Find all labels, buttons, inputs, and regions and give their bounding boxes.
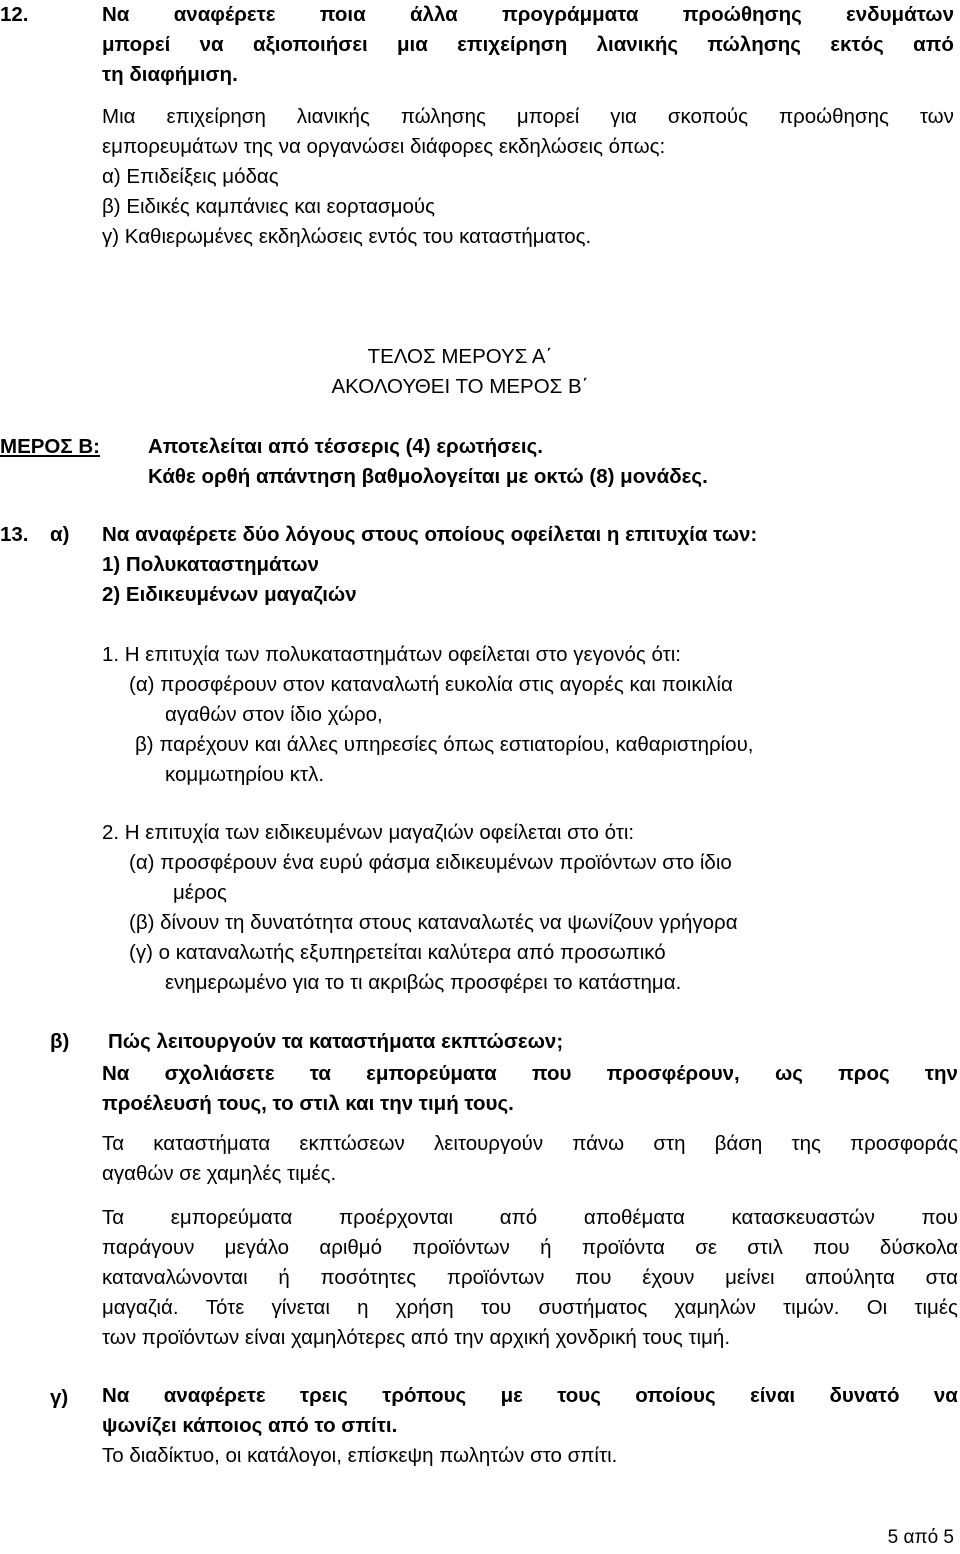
q13a-question-line-1: Να αναφέρετε δύο λόγους στους οποίους οφείλεται η επιτυχία των:	[102, 523, 758, 546]
q13b-label: β)	[50, 1030, 70, 1053]
q13a-label: α)	[50, 523, 70, 546]
part-b-instructions-line-1: Αποτελείται από τέσσερις (4) ερωτήσεις.	[148, 435, 543, 458]
q13a-answer2-line-5: (γ) ο καταναλωτής εξυπηρετείται καλύτερα από προσωπικό	[129, 941, 666, 964]
q13-number: 13.	[0, 523, 29, 546]
q12-answer-item-a: α) Επιδείξεις μόδας	[102, 165, 279, 188]
q13c-question-line-1: Να αναφέρετε τρεις τρόπους με τους οποίους είναι δυνατό να	[102, 1384, 958, 1407]
q12-answer-item-c: γ) Καθιερωμένες εκδηλώσεις εντός του καταστήματος.	[102, 225, 592, 248]
q13c-answer: Το διαδίκτυο, οι κατάλογοι, επίσκεψη πωλητών στο σπίτι.	[102, 1444, 618, 1467]
q13a-answer2-line-3: μέρος	[173, 881, 227, 904]
q13a-answer2-line-4: (β) δίνουν τη δυνατότητα στους καταναλωτές να ψωνίζουν γρήγορα	[129, 911, 738, 934]
q13b-answer2-line-4: μαγαζιά. Τότε γίνεται η χρήση του συστήματος χαμηλών τιμών. Οι τιμές	[102, 1296, 958, 1319]
q12-number: 12.	[0, 3, 29, 26]
q13a-answer2-line-6: ενημερωμένο για το τι ακριβώς προσφέρει το κατάστημα.	[165, 971, 682, 994]
page-number: 5 από 5	[887, 1527, 954, 1548]
q13a-answer1-line-3: αγαθών στον ίδιο χώρο,	[165, 703, 383, 726]
q13b-answer2-line-3: καταναλώνονται ή ποσότητες προϊόντων που έχουν μείνει απούλητα στα	[102, 1266, 958, 1289]
q13c-label: γ)	[50, 1386, 69, 1409]
q13b-answer1-line-1: Τα καταστήματα εκπτώσεων λειτουργούν πάνω στη βάση της προσφοράς	[102, 1132, 958, 1155]
q13b-answer2-line-2: παράγουν μεγάλο αριθμό προϊόντων ή προϊόντα σε στιλ που δύσκολα	[102, 1236, 958, 1259]
q13a-answer1-line-1: 1. Η επιτυχία των πολυκαταστημάτων οφείλεται στο γεγονός ότι:	[102, 643, 681, 666]
q13b-answer2-line-5: των προϊόντων είναι χαμηλότερες από την αρχική χονδρική τους τιμή.	[102, 1326, 731, 1349]
part-b-label: ΜΕΡΟΣ Β:	[0, 435, 100, 458]
q13a-answer1-line-5: κομμωτηρίου κτλ.	[165, 763, 325, 786]
q13a-question-item-1: 1) Πολυκαταστημάτων	[102, 553, 319, 576]
part-b-instructions-line-2: Κάθε ορθή απάντηση βαθμολογείται με οκτώ (8) μονάδες.	[148, 465, 708, 488]
q13b-answer2-line-1: Τα εμπορεύματα προέρχονται από αποθέματα κατασκευαστών που	[102, 1206, 958, 1229]
q12-answer-line-1: Μια επιχείρηση λιανικής πώλησης μπορεί για σκοπούς προώθησης των	[102, 105, 954, 128]
q12-question-line-2: μπορεί να αξιοποιήσει μια επιχείρηση λιανικής πώλησης εκτός από	[102, 33, 954, 56]
q13a-answer1-line-2: (α) προσφέρουν στον καταναλωτή ευκολία στις αγορές και ποικιλία	[129, 673, 733, 696]
q13a-answer2-line-2: (α) προσφέρουν ένα ευρύ φάσμα ειδικευμένων προϊόντων στο ίδιο	[129, 851, 732, 874]
next-part-b-notice: ΑΚΟΛΟΥΘΕΙ ΤΟ ΜΕΡΟΣ Β΄	[331, 375, 589, 398]
q13a-question-item-2: 2) Ειδικευμένων μαγαζιών	[102, 583, 357, 606]
q12-question-line-1: Να αναφέρετε ποια άλλα προγράμματα προώθησης ενδυμάτων	[102, 3, 954, 26]
q12-answer-line-2: εμπορευμάτων της να οργανώσει διάφορες εκδηλώσεις όπως:	[102, 135, 666, 158]
q13b-question-line-3: προέλευσή τους, το στιλ και την τιμή τους.	[102, 1092, 514, 1115]
q13b-answer1-line-2: αγαθών σε χαμηλές τιμές.	[102, 1162, 337, 1185]
q13a-answer1-line-4: β) παρέχουν και άλλες υπηρεσίες όπως εστιατορίου, καθαριστηρίου,	[135, 733, 754, 756]
q13b-question-line-2: Να σχολιάσετε τα εμπορεύματα που προσφέρουν, ως προς την	[102, 1062, 958, 1085]
end-part-a-title: ΤΕΛΟΣ ΜΕΡΟΥΣ Α΄	[367, 345, 553, 368]
q13c-question-line-2: ψωνίζει κάποιος από το σπίτι.	[102, 1414, 398, 1437]
q12-answer-item-b: β) Ειδικές καμπάνιες και εορτασμούς	[102, 195, 435, 218]
q13b-question-line-1: Πώς λειτουργούν τα καταστήματα εκπτώσεων;	[108, 1030, 564, 1053]
q13a-answer2-line-1: 2. Η επιτυχία των ειδικευμένων μαγαζιών οφείλεται στο ότι:	[102, 821, 635, 844]
q12-question-line-3: τη διαφήμιση.	[102, 63, 238, 86]
